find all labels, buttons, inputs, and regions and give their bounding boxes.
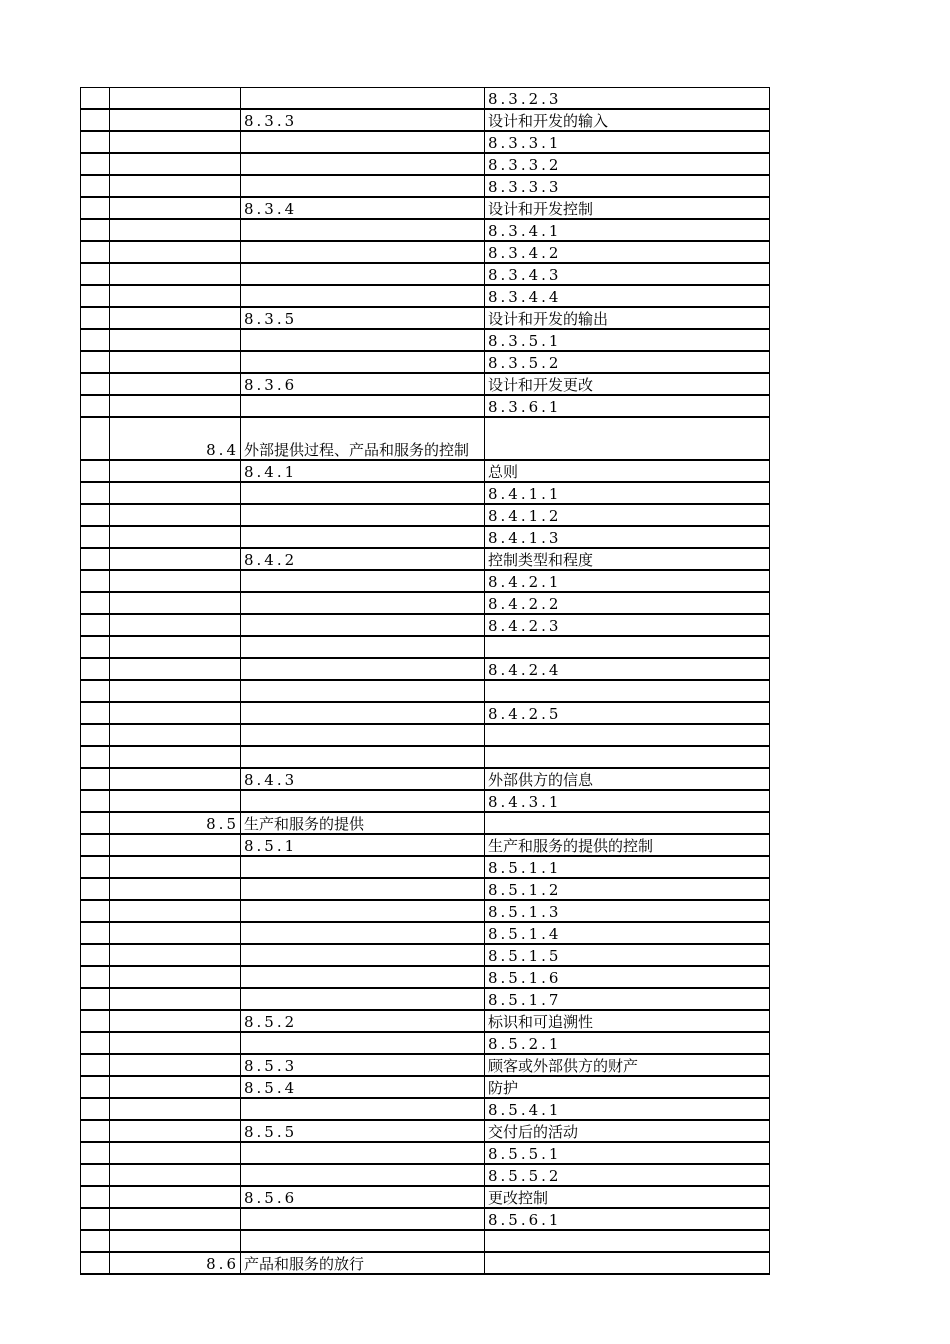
cell-col-b[interactable]: 8.5 — [110, 812, 241, 834]
cell-col-b[interactable] — [110, 131, 241, 153]
cell-col-b[interactable] — [110, 263, 241, 285]
cell-col-b[interactable] — [110, 680, 241, 702]
table-row — [81, 1164, 770, 1186]
cell-col-c[interactable]: 8.5.3 — [241, 1054, 485, 1076]
cell-col-b[interactable] — [110, 88, 241, 110]
cell-col-d[interactable]: 更改控制 — [485, 1186, 770, 1208]
cell-col-a[interactable] — [81, 1076, 110, 1098]
table-row — [81, 812, 770, 834]
table-row — [81, 680, 770, 702]
cell-col-a[interactable] — [81, 944, 110, 966]
cell-col-c[interactable]: 8.5.1 — [241, 834, 485, 856]
cell-col-b[interactable] — [110, 856, 241, 878]
cell-col-c[interactable] — [241, 658, 485, 680]
table-row — [81, 197, 770, 219]
cell-col-c[interactable] — [241, 636, 485, 658]
cell-col-a[interactable] — [81, 1120, 110, 1142]
table-row — [81, 570, 770, 592]
cell-col-b[interactable] — [110, 944, 241, 966]
table-row — [81, 219, 770, 241]
cell-col-d[interactable]: 8.4.2.2 — [485, 592, 770, 614]
cell-col-a[interactable] — [81, 900, 110, 922]
cell-col-d[interactable]: 8.4.1.2 — [485, 504, 770, 526]
table-row — [81, 131, 770, 153]
cell-col-c[interactable] — [241, 395, 485, 417]
cell-col-a[interactable] — [81, 526, 110, 548]
cell-col-c[interactable] — [241, 219, 485, 241]
cell-col-a[interactable] — [81, 548, 110, 570]
cell-col-d[interactable]: 设计和开发的输出 — [485, 307, 770, 329]
cell-col-c[interactable] — [241, 856, 485, 878]
cell-col-a[interactable] — [81, 636, 110, 658]
table-row — [81, 1076, 770, 1098]
table-row — [81, 1098, 770, 1120]
cell-col-a[interactable] — [81, 175, 110, 197]
cell-col-d[interactable]: 设计和开发更改 — [485, 373, 770, 395]
table-row — [81, 746, 770, 768]
cell-col-c[interactable] — [241, 966, 485, 988]
cell-col-b[interactable] — [110, 1230, 241, 1252]
cell-col-b[interactable] — [110, 329, 241, 351]
table-row — [81, 88, 770, 110]
cell-col-c[interactable] — [241, 241, 485, 263]
cell-col-d[interactable]: 8.3.6.1 — [485, 395, 770, 417]
cell-col-c[interactable] — [241, 285, 485, 307]
cell-col-c[interactable] — [241, 482, 485, 504]
cell-col-a[interactable] — [81, 768, 110, 790]
table-row — [81, 153, 770, 175]
cell-col-b[interactable] — [110, 373, 241, 395]
cell-col-a[interactable] — [81, 614, 110, 636]
cell-col-d[interactable] — [485, 812, 770, 834]
cell-col-d[interactable]: 标识和可追溯性 — [485, 1010, 770, 1032]
cell-col-c[interactable] — [241, 88, 485, 110]
table-row — [81, 878, 770, 900]
cell-col-d[interactable]: 8.5.2.1 — [485, 1032, 770, 1054]
table-row — [81, 944, 770, 966]
cell-col-d[interactable]: 8.3.5.1 — [485, 329, 770, 351]
table-row — [81, 636, 770, 658]
cell-col-d[interactable]: 8.3.2.3 — [485, 88, 770, 110]
cell-col-b[interactable]: 8.6 — [110, 1252, 241, 1274]
cell-col-d[interactable]: 8.5.1.7 — [485, 988, 770, 1010]
cell-col-b[interactable] — [110, 197, 241, 219]
cell-col-c[interactable]: 8.4.1 — [241, 460, 485, 482]
cell-col-b[interactable] — [110, 307, 241, 329]
table-row — [81, 351, 770, 373]
cell-col-d[interactable]: 8.3.4.2 — [485, 241, 770, 263]
cell-col-a[interactable] — [81, 285, 110, 307]
table-row — [81, 1230, 770, 1252]
cell-col-d[interactable] — [485, 724, 770, 746]
cell-col-a[interactable] — [81, 922, 110, 944]
cell-col-b[interactable] — [110, 878, 241, 900]
cell-col-d[interactable]: 8.5.5.1 — [485, 1142, 770, 1164]
cell-col-a[interactable] — [81, 373, 110, 395]
cell-col-a[interactable] — [81, 197, 110, 219]
cell-col-c[interactable] — [241, 153, 485, 175]
table-row — [81, 702, 770, 724]
cell-col-b[interactable] — [110, 1164, 241, 1186]
cell-col-b[interactable] — [110, 900, 241, 922]
cell-col-a[interactable] — [81, 834, 110, 856]
table-row — [81, 548, 770, 570]
cell-col-b[interactable] — [110, 1054, 241, 1076]
cell-col-c[interactable] — [241, 746, 485, 768]
cell-col-d[interactable]: 设计和开发控制 — [485, 197, 770, 219]
cell-col-a[interactable] — [81, 263, 110, 285]
cell-col-a[interactable] — [81, 702, 110, 724]
cell-col-b[interactable] — [110, 1120, 241, 1142]
spreadsheet-table — [80, 87, 770, 1275]
table-row — [81, 966, 770, 988]
table-row — [81, 1252, 770, 1274]
cell-col-b[interactable] — [110, 1142, 241, 1164]
cell-col-a[interactable] — [81, 724, 110, 746]
cell-col-c[interactable] — [241, 1230, 485, 1252]
cell-col-d[interactable] — [485, 417, 770, 460]
cell-col-a[interactable] — [81, 153, 110, 175]
cell-col-d[interactable]: 8.5.1.4 — [485, 922, 770, 944]
cell-col-d[interactable]: 设计和开发的输入 — [485, 109, 770, 131]
cell-col-a[interactable] — [81, 812, 110, 834]
cell-col-b[interactable] — [110, 614, 241, 636]
table-row — [81, 1186, 770, 1208]
cell-col-d[interactable]: 生产和服务的提供的控制 — [485, 834, 770, 856]
table-row — [81, 263, 770, 285]
cell-col-b[interactable] — [110, 1208, 241, 1230]
cell-col-d[interactable]: 8.4.2.4 — [485, 658, 770, 680]
cell-col-c[interactable] — [241, 878, 485, 900]
cell-col-d[interactable]: 8.3.3.1 — [485, 131, 770, 153]
table-row — [81, 900, 770, 922]
cell-col-a[interactable] — [81, 88, 110, 110]
cell-col-c[interactable] — [241, 351, 485, 373]
cell-col-c[interactable] — [241, 680, 485, 702]
table-row — [81, 285, 770, 307]
cell-col-a[interactable] — [81, 329, 110, 351]
table-row — [81, 329, 770, 351]
cell-col-b[interactable] — [110, 241, 241, 263]
cell-col-a[interactable] — [81, 1010, 110, 1032]
cell-col-b[interactable] — [110, 1098, 241, 1120]
cell-col-a[interactable] — [81, 1164, 110, 1186]
cell-col-a[interactable] — [81, 592, 110, 614]
cell-col-b[interactable] — [110, 504, 241, 526]
cell-col-d[interactable]: 8.5.1.2 — [485, 878, 770, 900]
cell-col-a[interactable] — [81, 351, 110, 373]
cell-col-a[interactable] — [81, 460, 110, 482]
cell-col-b[interactable] — [110, 988, 241, 1010]
cell-col-d[interactable]: 8.5.5.2 — [485, 1164, 770, 1186]
cell-col-b[interactable] — [110, 175, 241, 197]
cell-col-c[interactable] — [241, 724, 485, 746]
cell-col-a[interactable] — [81, 482, 110, 504]
table-row — [81, 834, 770, 856]
cell-col-b[interactable] — [110, 526, 241, 548]
table-row — [81, 658, 770, 680]
cell-col-a[interactable] — [81, 1142, 110, 1164]
cell-col-a[interactable] — [81, 988, 110, 1010]
cell-col-d[interactable]: 8.4.1.3 — [485, 526, 770, 548]
cell-col-a[interactable] — [81, 746, 110, 768]
cell-col-c[interactable] — [241, 790, 485, 812]
cell-col-a[interactable] — [81, 1054, 110, 1076]
table-row — [81, 614, 770, 636]
cell-col-a[interactable] — [81, 1252, 110, 1274]
cell-col-c[interactable] — [241, 614, 485, 636]
cell-col-d[interactable]: 8.5.6.1 — [485, 1208, 770, 1230]
cell-col-b[interactable] — [110, 922, 241, 944]
cell-col-c[interactable]: 8.3.3 — [241, 109, 485, 131]
cell-col-b[interactable] — [110, 1010, 241, 1032]
cell-col-a[interactable] — [81, 1230, 110, 1252]
cell-col-a[interactable] — [81, 109, 110, 131]
cell-col-a[interactable] — [81, 1032, 110, 1054]
cell-col-c[interactable] — [241, 175, 485, 197]
cell-col-d[interactable]: 8.3.5.2 — [485, 351, 770, 373]
cell-col-b[interactable] — [110, 724, 241, 746]
cell-col-c[interactable]: 生产和服务的提供 — [241, 812, 485, 834]
cell-col-a[interactable] — [81, 856, 110, 878]
cell-col-c[interactable] — [241, 592, 485, 614]
cell-col-d[interactable] — [485, 746, 770, 768]
table-row — [81, 1208, 770, 1230]
cell-col-d[interactable]: 外部供方的信息 — [485, 768, 770, 790]
table-row — [81, 1010, 770, 1032]
cell-col-b[interactable] — [110, 548, 241, 570]
cell-col-b[interactable] — [110, 1186, 241, 1208]
table-row — [81, 1054, 770, 1076]
cell-col-a[interactable] — [81, 417, 110, 460]
cell-col-d[interactable]: 8.4.2.5 — [485, 702, 770, 724]
table-row — [81, 988, 770, 1010]
cell-col-d[interactable]: 交付后的活动 — [485, 1120, 770, 1142]
cell-col-b[interactable] — [110, 966, 241, 988]
table-row — [81, 241, 770, 263]
cell-col-c[interactable] — [241, 504, 485, 526]
cell-col-a[interactable] — [81, 1186, 110, 1208]
cell-col-b[interactable] — [110, 285, 241, 307]
table-row — [81, 504, 770, 526]
cell-col-b[interactable]: 8.4 — [110, 417, 241, 460]
cell-col-c[interactable]: 8.5.2 — [241, 1010, 485, 1032]
cell-col-d[interactable]: 8.3.4.1 — [485, 219, 770, 241]
cell-col-d[interactable]: 8.3.4.4 — [485, 285, 770, 307]
cell-col-c[interactable]: 产品和服务的放行 — [241, 1252, 485, 1274]
cell-col-a[interactable] — [81, 307, 110, 329]
cell-col-b[interactable] — [110, 460, 241, 482]
cell-col-b[interactable] — [110, 219, 241, 241]
cell-col-c[interactable]: 8.5.4 — [241, 1076, 485, 1098]
table-row — [81, 592, 770, 614]
cell-col-d[interactable]: 8.3.3.2 — [485, 153, 770, 175]
cell-col-a[interactable] — [81, 680, 110, 702]
cell-col-d[interactable]: 8.5.1.5 — [485, 944, 770, 966]
cell-col-b[interactable] — [110, 1076, 241, 1098]
table-row — [81, 526, 770, 548]
cell-col-b[interactable] — [110, 153, 241, 175]
cell-col-d[interactable]: 8.5.1.3 — [485, 900, 770, 922]
cell-col-c[interactable] — [241, 131, 485, 153]
cell-col-c[interactable] — [241, 1142, 485, 1164]
cell-col-c[interactable] — [241, 702, 485, 724]
table-row — [81, 1120, 770, 1142]
cell-col-a[interactable] — [81, 1098, 110, 1120]
cell-col-b[interactable] — [110, 482, 241, 504]
cell-col-c[interactable] — [241, 944, 485, 966]
cell-col-a[interactable] — [81, 790, 110, 812]
cell-col-c[interactable] — [241, 1098, 485, 1120]
spreadsheet-body — [81, 88, 770, 1275]
table-row — [81, 1142, 770, 1164]
cell-col-b[interactable] — [110, 1032, 241, 1054]
cell-col-b[interactable] — [110, 592, 241, 614]
table-row — [81, 460, 770, 482]
cell-col-c[interactable] — [241, 1032, 485, 1054]
table-row — [81, 1032, 770, 1054]
cell-col-b[interactable] — [110, 109, 241, 131]
cell-col-a[interactable] — [81, 395, 110, 417]
cell-col-c[interactable]: 8.4.2 — [241, 548, 485, 570]
cell-col-c[interactable] — [241, 263, 485, 285]
cell-col-b[interactable] — [110, 658, 241, 680]
table-row — [81, 373, 770, 395]
cell-col-d[interactable]: 8.4.2.1 — [485, 570, 770, 592]
table-row — [81, 417, 770, 460]
table-row — [81, 109, 770, 131]
cell-col-c[interactable]: 8.4.3 — [241, 768, 485, 790]
cell-col-d[interactable]: 8.5.1.1 — [485, 856, 770, 878]
cell-col-c[interactable] — [241, 1208, 485, 1230]
table-row — [81, 922, 770, 944]
cell-col-d[interactable] — [485, 1252, 770, 1274]
cell-col-b[interactable] — [110, 395, 241, 417]
cell-col-d[interactable] — [485, 680, 770, 702]
cell-col-c[interactable] — [241, 526, 485, 548]
cell-col-a[interactable] — [81, 241, 110, 263]
cell-col-d[interactable]: 8.4.3.1 — [485, 790, 770, 812]
cell-col-b[interactable] — [110, 834, 241, 856]
table-row — [81, 482, 770, 504]
cell-col-c[interactable] — [241, 922, 485, 944]
cell-col-c[interactable]: 8.3.5 — [241, 307, 485, 329]
cell-col-c[interactable]: 8.5.5 — [241, 1120, 485, 1142]
cell-col-a[interactable] — [81, 219, 110, 241]
table-row — [81, 175, 770, 197]
cell-col-a[interactable] — [81, 658, 110, 680]
cell-col-d[interactable] — [485, 1230, 770, 1252]
cell-col-a[interactable] — [81, 1208, 110, 1230]
cell-col-d[interactable]: 8.3.3.3 — [485, 175, 770, 197]
cell-col-c[interactable] — [241, 570, 485, 592]
cell-col-d[interactable] — [485, 636, 770, 658]
cell-col-d[interactable]: 8.4.2.3 — [485, 614, 770, 636]
cell-col-a[interactable] — [81, 570, 110, 592]
cell-col-c[interactable] — [241, 329, 485, 351]
table-row — [81, 724, 770, 746]
table-row — [81, 790, 770, 812]
cell-col-a[interactable] — [81, 504, 110, 526]
cell-col-c[interactable]: 8.3.6 — [241, 373, 485, 395]
cell-col-d[interactable]: 顾客或外部供方的财产 — [485, 1054, 770, 1076]
cell-col-b[interactable] — [110, 636, 241, 658]
cell-col-d[interactable]: 防护 — [485, 1076, 770, 1098]
cell-col-b[interactable] — [110, 746, 241, 768]
cell-col-c[interactable] — [241, 900, 485, 922]
table-row — [81, 307, 770, 329]
cell-col-d[interactable]: 总则 — [485, 460, 770, 482]
cell-col-d[interactable]: 8.5.4.1 — [485, 1098, 770, 1120]
cell-col-b[interactable] — [110, 570, 241, 592]
cell-col-c[interactable]: 8.3.4 — [241, 197, 485, 219]
cell-col-a[interactable] — [81, 966, 110, 988]
table-row — [81, 768, 770, 790]
cell-col-b[interactable] — [110, 702, 241, 724]
cell-col-a[interactable] — [81, 878, 110, 900]
cell-col-c[interactable]: 外部提供过程、产品和服务的控制 — [241, 417, 485, 460]
cell-col-d[interactable]: 8.4.1.1 — [485, 482, 770, 504]
cell-col-c[interactable]: 8.5.6 — [241, 1186, 485, 1208]
cell-col-a[interactable] — [81, 131, 110, 153]
cell-col-d[interactable]: 8.5.1.6 — [485, 966, 770, 988]
cell-col-b[interactable] — [110, 351, 241, 373]
table-row — [81, 856, 770, 878]
cell-col-d[interactable]: 控制类型和程度 — [485, 548, 770, 570]
table-row — [81, 395, 770, 417]
cell-col-b[interactable] — [110, 790, 241, 812]
cell-col-c[interactable] — [241, 1164, 485, 1186]
cell-col-d[interactable]: 8.3.4.3 — [485, 263, 770, 285]
cell-col-b[interactable] — [110, 768, 241, 790]
cell-col-c[interactable] — [241, 988, 485, 1010]
